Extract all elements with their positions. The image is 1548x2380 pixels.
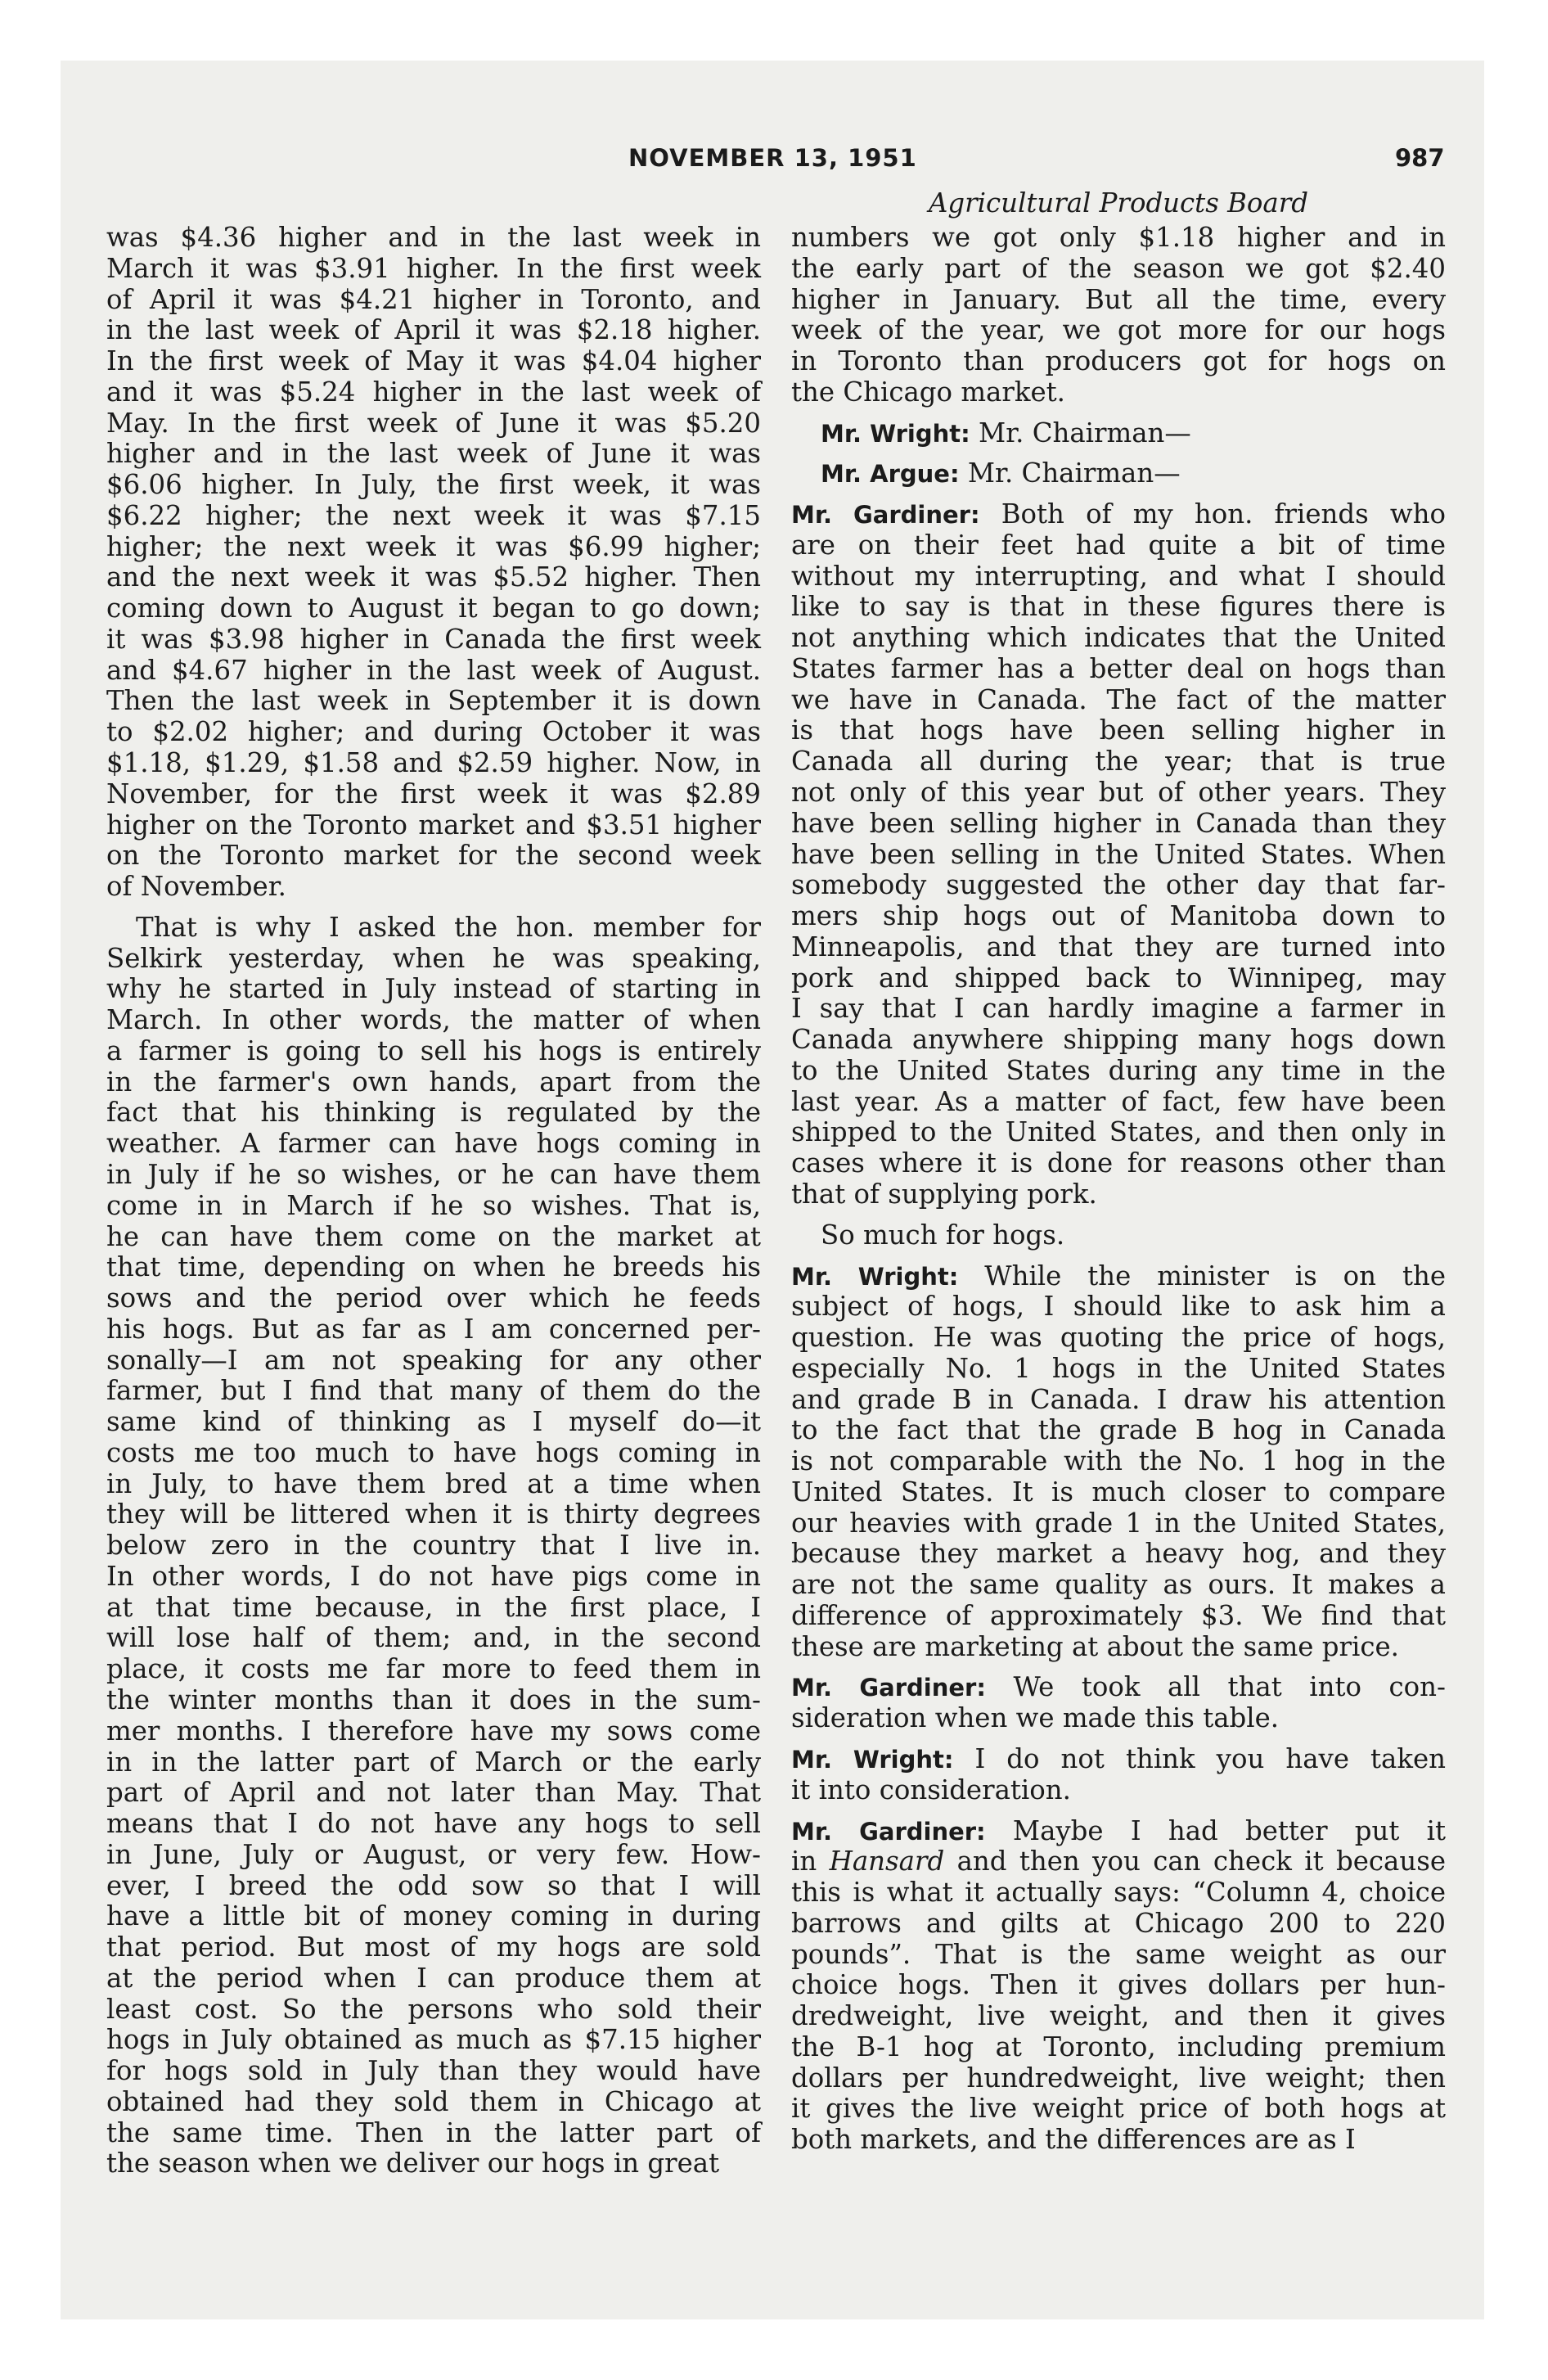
text-line: mer months. I therefore have my sows come xyxy=(106,1715,761,1747)
paragraph xyxy=(791,1220,1446,1251)
text-line: not anything which indicates that the United xyxy=(791,622,1446,654)
speaker-paragraph xyxy=(791,1816,1446,2156)
text-line: we have in Canada. The fact of the matter xyxy=(791,683,1446,715)
text-line: fact that his thinking is regulated by the xyxy=(106,1097,761,1129)
text-line: Minneapolis, and that they are turned into xyxy=(791,931,1446,962)
text-line: I say that I can hardly imagine a farmer in xyxy=(791,993,1446,1025)
text-line: of November. xyxy=(106,871,286,903)
text-line: both markets, and the differences are as I xyxy=(791,2124,1356,2156)
speaker-paragraph xyxy=(791,1672,1446,1734)
speaker-name: Mr. Gardiner: xyxy=(791,1674,986,1702)
speaker-paragraph xyxy=(791,418,1446,449)
text-line: Canada all during the year; that is true xyxy=(791,746,1446,778)
text-line: is that hogs have been selling higher in xyxy=(791,714,1446,746)
left-column xyxy=(106,223,761,2179)
text-line: week of the year, we got more for our hogs xyxy=(791,314,1446,346)
text-line: ever, I breed the odd sow so that I will xyxy=(106,1869,761,1901)
text-line: a farmer is going to sell his hogs is entirely xyxy=(106,1034,761,1066)
text-line: these are marketing at about the same price. xyxy=(791,1630,1399,1662)
text-line: because they market a heavy hog, and they xyxy=(791,1538,1446,1570)
text-line: for hogs sold in July than they would have xyxy=(106,2055,761,2087)
text-line: to the fact that the grade B hog in Canada xyxy=(791,1414,1446,1446)
text-line: difference of approximately $3. We find that xyxy=(791,1599,1446,1631)
text-line: the season when we deliver our hogs in great xyxy=(106,2148,720,2179)
text-line: weather. A farmer can have hogs coming in xyxy=(106,1128,761,1160)
text-line: to the United States during any time in the xyxy=(791,1054,1446,1086)
text-line: that time, depending on when he breeds his xyxy=(106,1251,761,1283)
text-line: the early part of the season we got $2.40 xyxy=(791,252,1446,284)
text-fragment: in xyxy=(791,1846,830,1877)
text-line: States farmer has a better deal on hogs than xyxy=(791,652,1446,684)
text-line: it gives the live weight price of both hogs at xyxy=(791,2093,1446,2125)
text-line: May. In the first week of June it was $5.20 xyxy=(106,407,761,439)
text-line: costs me too much to have hogs coming in xyxy=(106,1436,761,1468)
text-line: Then the last week in September it is down xyxy=(106,685,761,717)
speech-text: Maybe I had better put it xyxy=(1012,1814,1447,1846)
page-number: 987 xyxy=(1395,144,1445,172)
text-line: they will be littered when it is thirty degrees xyxy=(106,1499,761,1530)
speech-text: While the minister is on the xyxy=(984,1260,1446,1291)
text-line: sideration when we made this table. xyxy=(791,1702,1280,1734)
text-line: it was $3.98 higher in Canada the first week xyxy=(106,623,761,655)
text-line: it into consideration. xyxy=(791,1774,1071,1805)
text-line: are not the same quality as ours. It makes a xyxy=(791,1569,1446,1601)
text-line: is not comparable with the No. 1 hog in the xyxy=(791,1445,1446,1477)
speaker-paragraph xyxy=(791,1261,1446,1663)
speaker-name: Mr. Gardiner: xyxy=(791,501,980,530)
text-line: subject of hogs, I should like to ask him a xyxy=(791,1291,1446,1323)
text-line: have been selling in the United States. When xyxy=(791,838,1446,870)
right-column xyxy=(791,223,1446,2156)
text-line: his hogs. But as far as I am concerned per- xyxy=(106,1313,761,1345)
text-line: coming down to August it began to go down; xyxy=(106,593,761,624)
text-line: hogs in July obtained as much as $7.15 higher xyxy=(106,2024,761,2056)
text-line: on the Toronto market for the second week xyxy=(106,840,761,872)
speaker-name: Mr. Gardiner: xyxy=(791,1817,986,1846)
text-line: come in in March if he so wishes. That is, xyxy=(106,1189,761,1221)
text-line: That is why I asked the hon. member for xyxy=(136,911,761,943)
text-line: the same time. Then in the latter part of xyxy=(106,2116,761,2148)
text-line: $6.22 higher; the next week it was $7.15 xyxy=(106,499,761,531)
text-line: was $4.36 higher and in the last week in xyxy=(106,222,761,253)
text-line xyxy=(791,1846,1446,1877)
text-line: are on their feet had quite a bit of time xyxy=(791,529,1446,561)
text-line: he can have them come on the market at xyxy=(106,1220,761,1252)
paragraph xyxy=(791,223,1446,408)
text-line: will lose half of them; and, in the second xyxy=(106,1622,761,1654)
speaker-name: Mr. Wright: xyxy=(791,1745,954,1774)
text-line: in the last week of April it was $2.18 higher. xyxy=(106,314,761,346)
text-line: like to say is that in these figures there is xyxy=(791,591,1446,623)
text-line: especially No. 1 hogs in the United States xyxy=(791,1352,1446,1384)
text-line: last year. As a matter of fact, few have been xyxy=(791,1085,1446,1117)
text-line: barrows and gilts at Chicago 200 to 220 xyxy=(791,1907,1446,1939)
text-line: that of supplying pork. xyxy=(791,1178,1097,1210)
speaker-paragraph xyxy=(791,1744,1446,1806)
text-line: cases where it is done for reasons other than xyxy=(791,1147,1446,1179)
text-line: and grade B in Canada. I draw his attention xyxy=(791,1383,1446,1415)
speech-text: I do not think you have taken xyxy=(974,1742,1447,1774)
text-line: shipped to the United States, and then only in xyxy=(791,1116,1446,1148)
text-line: higher; the next week it was $6.99 higher; xyxy=(106,530,761,562)
text-line: why he started in July instead of starting in xyxy=(106,973,761,1005)
text-line: not only of this year but of other years. They xyxy=(791,777,1446,809)
text-line: means that I do not have any hogs to sell xyxy=(106,1808,761,1840)
text-line: numbers we got only $1.18 higher and in xyxy=(791,222,1446,253)
text-line: In other words, I do not have pigs come in xyxy=(106,1560,761,1592)
paragraph xyxy=(106,223,761,903)
text-line: $1.18, $1.29, $1.58 and $2.59 higher. Now, in xyxy=(106,747,761,779)
text-line: without my interrupting, and what I should xyxy=(791,560,1446,592)
text-line: So much for hogs. xyxy=(821,1219,1065,1251)
text-line: Canada anywhere shipping many hogs down xyxy=(791,1024,1446,1056)
text-line: that period. But most of my hogs are sold xyxy=(106,1931,761,1963)
text-line: and it was $5.24 higher in the last week of xyxy=(106,376,761,408)
text-line: in June, July or August, or very few. How- xyxy=(106,1838,761,1870)
text-line: at the period when I can produce them at xyxy=(106,1962,761,1994)
text-line: higher and in the last week of June it was xyxy=(106,438,761,470)
text-line: sows and the period over which he feeds xyxy=(106,1282,761,1314)
text-line: farmer, but I find that many of them do the xyxy=(106,1375,761,1407)
text-line: somebody suggested the other day that far- xyxy=(791,869,1446,901)
page-header xyxy=(0,144,1548,185)
text-line: November, for the first week it was $2.89 xyxy=(106,778,761,809)
text-line: same kind of thinking as I myself do—it xyxy=(106,1406,761,1438)
text-line: Selkirk yesterday, when he was speaking, xyxy=(106,942,761,974)
text-line: dollars per hundredweight, live weight; then xyxy=(791,2062,1446,2094)
speech-text: We took all that into con- xyxy=(1013,1671,1446,1703)
speech-text: Mr. Chairman— xyxy=(979,417,1191,449)
text-line: our heavies with grade 1 in the United States, xyxy=(791,1507,1446,1539)
text-line: pork and shipped back to Winnipeg, may xyxy=(791,962,1446,994)
text-line: have been selling higher in Canada than they xyxy=(791,807,1446,839)
text-line: and $4.67 higher in the last week of August. xyxy=(106,654,761,686)
speaker-paragraph xyxy=(791,499,1446,1210)
text-line: the Chicago market. xyxy=(791,376,1065,408)
text-line: to $2.02 higher; and during October it was xyxy=(106,716,761,748)
page-date: NOVEMBER 13, 1951 xyxy=(628,144,917,172)
text-line: least cost. So the persons who sold their xyxy=(106,1993,761,2025)
speaker-name: Mr. Argue: xyxy=(821,460,960,489)
text-line: place, it costs me far more to feed them in xyxy=(106,1653,761,1685)
paragraph xyxy=(106,913,761,2179)
text-line: choice hogs. Then it gives dollars per hun- xyxy=(791,1969,1446,2001)
hansard-title: Hansard xyxy=(829,1846,945,1877)
text-line: part of April and not later than May. That xyxy=(106,1777,761,1809)
text-line: sonally—I am not speaking for any other xyxy=(106,1344,761,1376)
text-fragment: and then you can check it because xyxy=(944,1846,1446,1877)
text-line: $6.06 higher. In July, the first week, it was xyxy=(106,469,761,501)
text-line: the B-1 hog at Toronto, including premium xyxy=(791,2031,1446,2062)
text-line: mers ship hogs out of Manitoba down to xyxy=(791,900,1446,932)
text-line: this is what it actually says: “Column 4, choice xyxy=(791,1877,1446,1909)
text-line: March. In other words, the matter of when xyxy=(106,1004,761,1036)
text-line: dredweight, live weight, and then it gives xyxy=(791,2000,1446,2032)
text-line: pounds”. That is the same weight as our xyxy=(791,1938,1446,1970)
text-line: below zero in the country that I live in. xyxy=(106,1530,761,1562)
text-line: United States. It is much closer to compare xyxy=(791,1476,1446,1508)
text-line: in the farmer's own hands, apart from the xyxy=(106,1066,761,1098)
text-line: higher in January. But all the time, every xyxy=(791,283,1446,315)
text-line: of April it was $4.21 higher in Toronto, and xyxy=(106,283,761,315)
text-line: In the first week of May it was $4.04 higher xyxy=(106,345,761,377)
text-line: higher on the Toronto market and $3.51 higher xyxy=(106,809,761,841)
text-line: in Toronto than producers got for hogs on xyxy=(791,345,1446,377)
speaker-name: Mr. Wright: xyxy=(821,419,970,448)
text-line: question. He was quoting the price of hogs, xyxy=(791,1322,1446,1354)
text-line: in July, to have them bred at a time when xyxy=(106,1467,761,1499)
text-line: obtained had they sold them in Chicago at xyxy=(106,2085,761,2117)
speaker-paragraph xyxy=(791,458,1446,489)
text-line: in in the latter part of March or the early xyxy=(106,1746,761,1778)
text-line: March it was $3.91 higher. In the first week xyxy=(106,252,761,284)
speech-text: Mr. Chairman— xyxy=(967,458,1181,489)
text-line: have a little bit of money coming in during xyxy=(106,1900,761,1932)
text-line: in July if he so wishes, or he can have them xyxy=(106,1158,761,1190)
speech-text: Both of my hon. friends who xyxy=(1001,498,1446,530)
text-line: the winter months than it does in the sum- xyxy=(106,1684,761,1715)
text-line: at that time because, in the first place, I xyxy=(106,1591,761,1623)
text-line: and the next week it was $5.52 higher. Then xyxy=(106,561,761,593)
speaker-name: Mr. Wright: xyxy=(791,1262,959,1291)
